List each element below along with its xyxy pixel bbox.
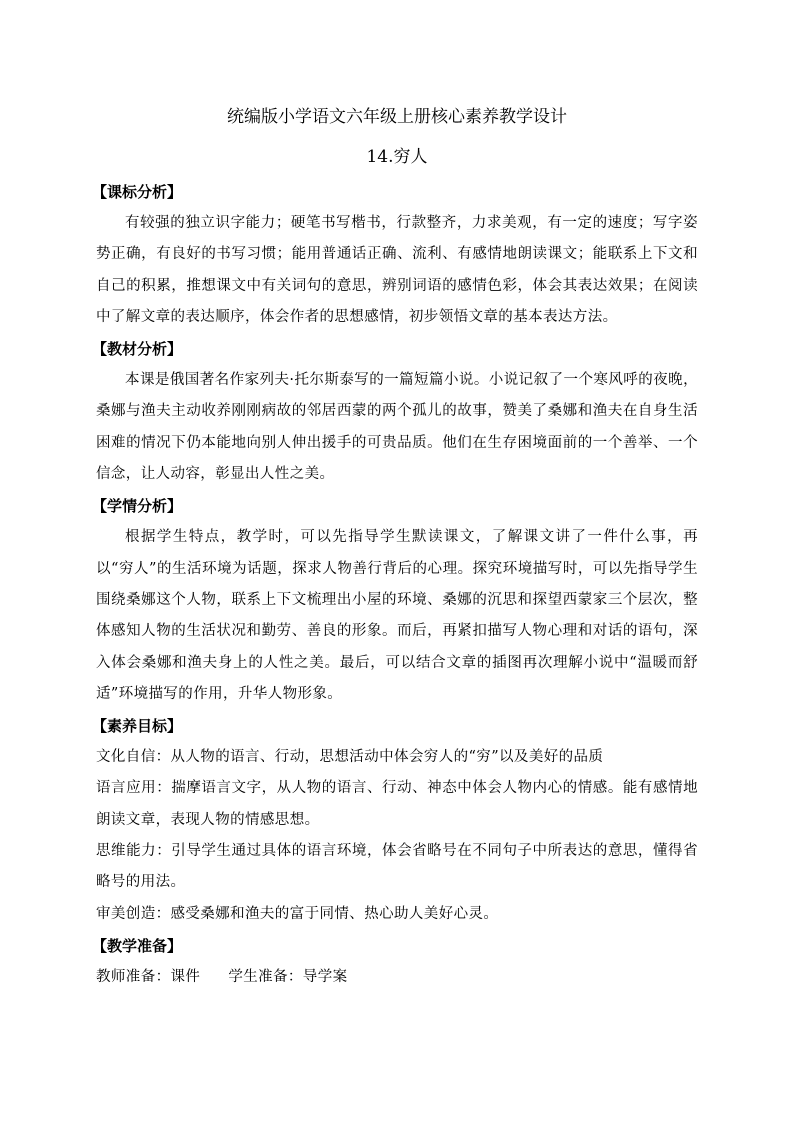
section-heading-preparation: 【教学准备】 <box>92 936 183 955</box>
student-preparation: 学生准备：导学案 <box>228 968 348 985</box>
goal-item-aesthetics: 审美创造：感受桑娜和渔夫的富于同情、热心助人美好心灵。 <box>96 905 499 922</box>
goal-item-culture: 文化自信：从人物的语言、行动，思想活动中体会穷人的“穷”以及美好的品质 <box>96 749 604 766</box>
preparation-line <box>96 962 698 993</box>
section-heading-students: 【学情分析】 <box>92 497 183 516</box>
student-analysis-text: 根据学生特点，教学时，可以先指导学生默读课文，了解课文讲了一件什么事，再以“穷人”的生活环境为话题，探求人物善行背后的心理。探究环境描写时，可以先指导学生围绕桑娜这个人物，联系上下文梳理出小屋的环境、桑娜的沉思和探望西蒙家三个层次，整体感知人物的生活状况和勤劳、善良的形象。而后，再紧扣描写人物心理和对话的语句，深入体会桑娜和渔夫身上的人性之美。最后，可以结合文章的插图再次理解小说中“温暖而舒适”环境描写的作用，升华人物形象。 <box>96 529 698 702</box>
curriculum-analysis-text: 有较强的独立识字能力；硬笔书写楷书，行款整齐，力求美观，有一定的速度；写字姿势正确，有良好的书写习惯；能用普通话正确、流利、有感情地朗读课文；能联系上下文和自己的积累，推想课文中有关词句的意思，辨别词语的感情色彩，体会其表达效果；在阅读中了解文章的表达顺序，体会作者的思想感情，初步领悟文章的基本表达方法。 <box>96 215 698 325</box>
document-title: 统编版小学语文六年级上册核心素养教学设计 <box>227 107 567 127</box>
section-heading-goals: 【素养目标】 <box>92 717 183 736</box>
goal-item-thinking: 思维能力：引导学生通过具体的语言环境，体会省略号在不同句子中所表达的意思，懂得省略号的用法。 <box>96 843 698 891</box>
lesson-title: 14.穷人 <box>366 147 428 167</box>
section-heading-curriculum: 【课标分析】 <box>92 183 183 201</box>
teacher-preparation: 教师准备：课件 <box>96 968 201 985</box>
document-body <box>92 104 698 993</box>
textbook-analysis-text: 本课是俄国著名作家列夫·托尔斯泰写的一篇短篇小说。小说记叙了一个寒风呼的夜晚，桑娜与渔夫主动收养刚刚病故的邻居西蒙的两个孤儿的故事，赞美了桑娜和渔夫在自身生活困难的情况下仍本能地向别人伸出援手的可贵品质。他们在生存困境面前的一个善举、一个信念，让人动容，彰显出人性之美。 <box>96 372 698 483</box>
section-heading-textbook: 【教材分析】 <box>92 340 183 359</box>
goal-item-language: 语言应用：揣摩语言文字，从人物的语言、行动、神态中体会人物内心的情感。能有感情地朗读文章，表现人物的情感思想。 <box>96 780 698 828</box>
